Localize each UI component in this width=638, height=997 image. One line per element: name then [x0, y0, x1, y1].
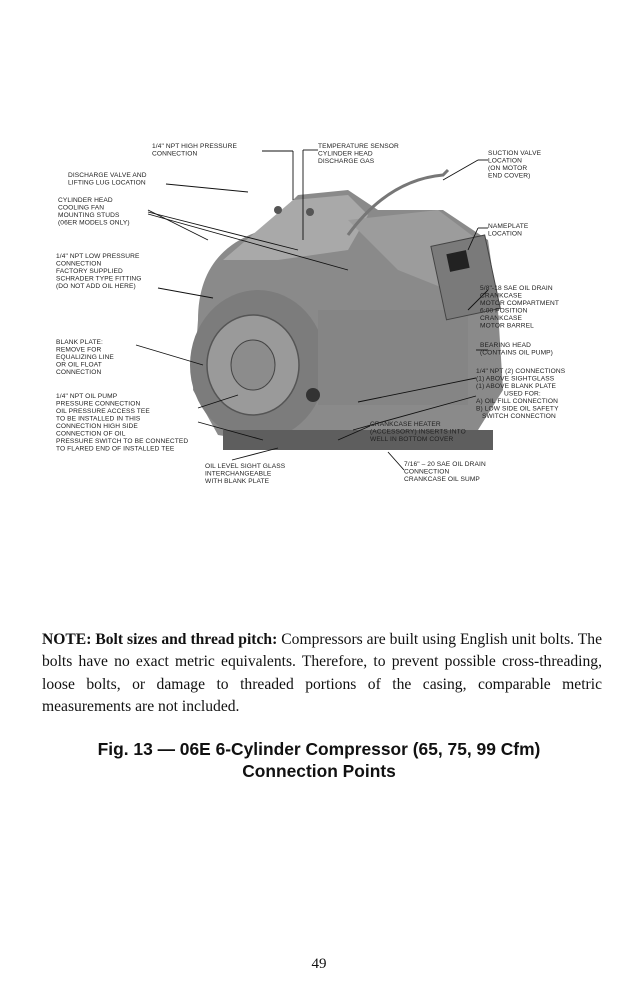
label-low-pressure: 1/4" NPT LOW PRESSURE CONNECTION FACTORY SUPPLIED SCHRADER TYPE FITTING (DO NOT ADD OIL HERE): [56, 253, 142, 290]
label-oil-drain-716: 7/16" – 20 SAE OIL DRAIN CONNECTION CRANKCASE OIL SUMP: [404, 461, 486, 483]
label-temp-sensor: TEMPERATURE SENSOR CYLINDER HEAD DISCHARGE GAS: [318, 143, 399, 165]
label-cylinder-head-fan: CYLINDER HEAD COOLING FAN MOUNTING STUDS (06ER MODELS ONLY): [58, 197, 130, 227]
label-sight-glass: OIL LEVEL SIGHT GLASS INTERCHANGEABLE WITH BLANK PLATE: [205, 463, 286, 485]
bolt-size-note: [42, 629, 602, 719]
compressor-figure: [48, 140, 596, 500]
label-bearing-head: BEARING HEAD (CONTAINS OIL PUMP): [480, 342, 553, 357]
compressor-illustration: [48, 140, 596, 500]
label-nameplate: NAMEPLATE LOCATION: [488, 223, 529, 238]
label-crankcase-heater: CRANKCASE HEATER (ACCESSORY) INSERTS INTO WELL IN BOTTOM COVER: [370, 421, 466, 443]
label-oil-pump: 1/4" NPT OIL PUMP PRESSURE CONNECTION OIL PRESSURE ACCESS TEE TO BE INSTALLED IN THIS CONNECTION HIGH SIDE CONNECTION OF OIL PRESSURE SWITCH TO BE CONNECTED TO FLARED END OF INSTALLED TEE: [56, 393, 189, 453]
note-lead: NOTE: Bolt sizes and thread pitch:: [42, 630, 278, 648]
caption-line-1: Fig. 13 — 06E 6-Cylinder Compressor (65, 75, 99 Cfm): [97, 739, 541, 759]
label-npt-connections: 1/4" NPT (2) CONNECTIONS (1) ABOVE SIGHTGLASS (1) ABOVE BLANK PLATE USED FOR: A) OIL FILL CONNECTION B) LOW SIDE OIL SAFETY SWITCH CONNECTION: [476, 368, 566, 420]
label-blank-plate: BLANK PLATE: REMOVE FOR EQUALIZING LINE OR OIL FLOAT CONNECTION: [56, 339, 114, 376]
label-high-pressure: 1/4" NPT HIGH PRESSURE CONNECTION: [152, 143, 238, 158]
compressor-body: [186, 170, 504, 460]
note-body: Compressors are built using English unit bolts. The bolts have no exact metric equivalents. Therefore, to prevent possible cross-threading, loose bolts, or damage to threaded portions of the casing, comparable metric measurements are not included.: [42, 630, 602, 716]
page-number: 49: [311, 956, 327, 972]
figure-caption: [40, 738, 598, 782]
label-discharge-valve: DISCHARGE VALVE AND LIFTING LUG LOCATION: [68, 172, 147, 187]
caption-line-2: Connection Points: [242, 761, 396, 781]
label-suction-valve: SUCTION VALVE LOCATION (ON MOTOR END COVER): [488, 150, 542, 180]
label-oil-drain-58: 5/8"-18 SAE OIL DRAIN CRANKCASE MOTOR COMPARTMENT 6:00 POSITION CRANKCASE MOTOR BARREL: [480, 285, 559, 330]
